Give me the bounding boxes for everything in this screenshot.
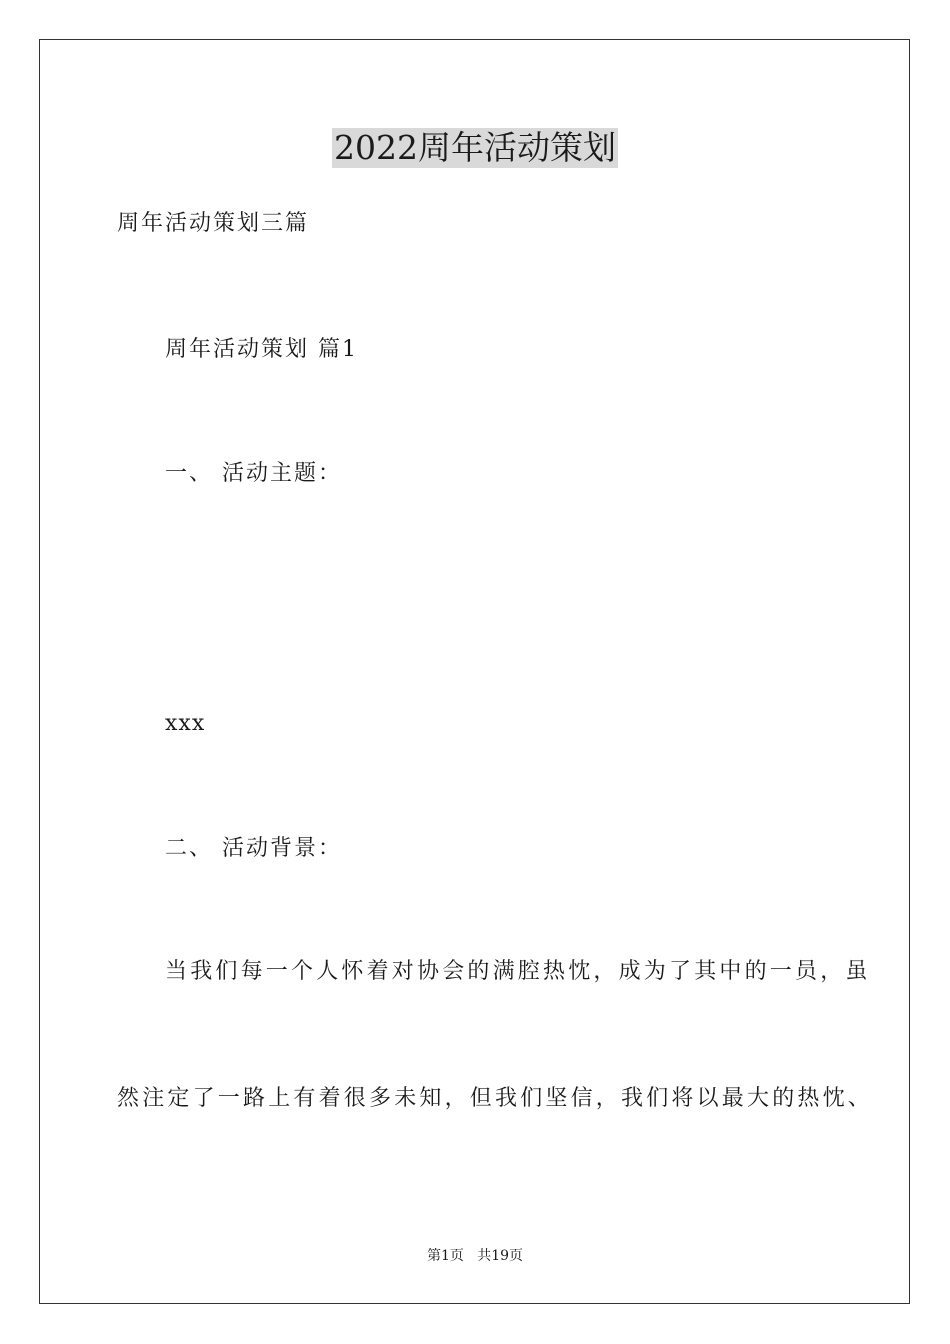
title-container bbox=[0, 128, 950, 168]
section2-heading[interactable]: 二、 活动背景： bbox=[165, 836, 342, 861]
document-subtitle[interactable]: 周年活动策划三篇 bbox=[117, 211, 310, 236]
page-footer: 第1页 共19页 bbox=[426, 1248, 524, 1264]
part-heading[interactable]: 周年活动策划 篇1 bbox=[165, 337, 358, 362]
paragraph-line-2[interactable]: 然注定了一路上有着很多未知，但我们坚信，我们将以最大的热忱、 bbox=[117, 1086, 874, 1111]
document-title[interactable]: 2022周年活动策划 bbox=[334, 128, 616, 167]
paragraph-line-1[interactable]: 当我们每一个人怀着对协会的满腔热忱，成为了其中的一员，虽 bbox=[165, 959, 871, 984]
section1-heading[interactable]: 一、 活动主题： bbox=[165, 461, 342, 486]
section1-value[interactable]: xxx bbox=[165, 711, 206, 736]
